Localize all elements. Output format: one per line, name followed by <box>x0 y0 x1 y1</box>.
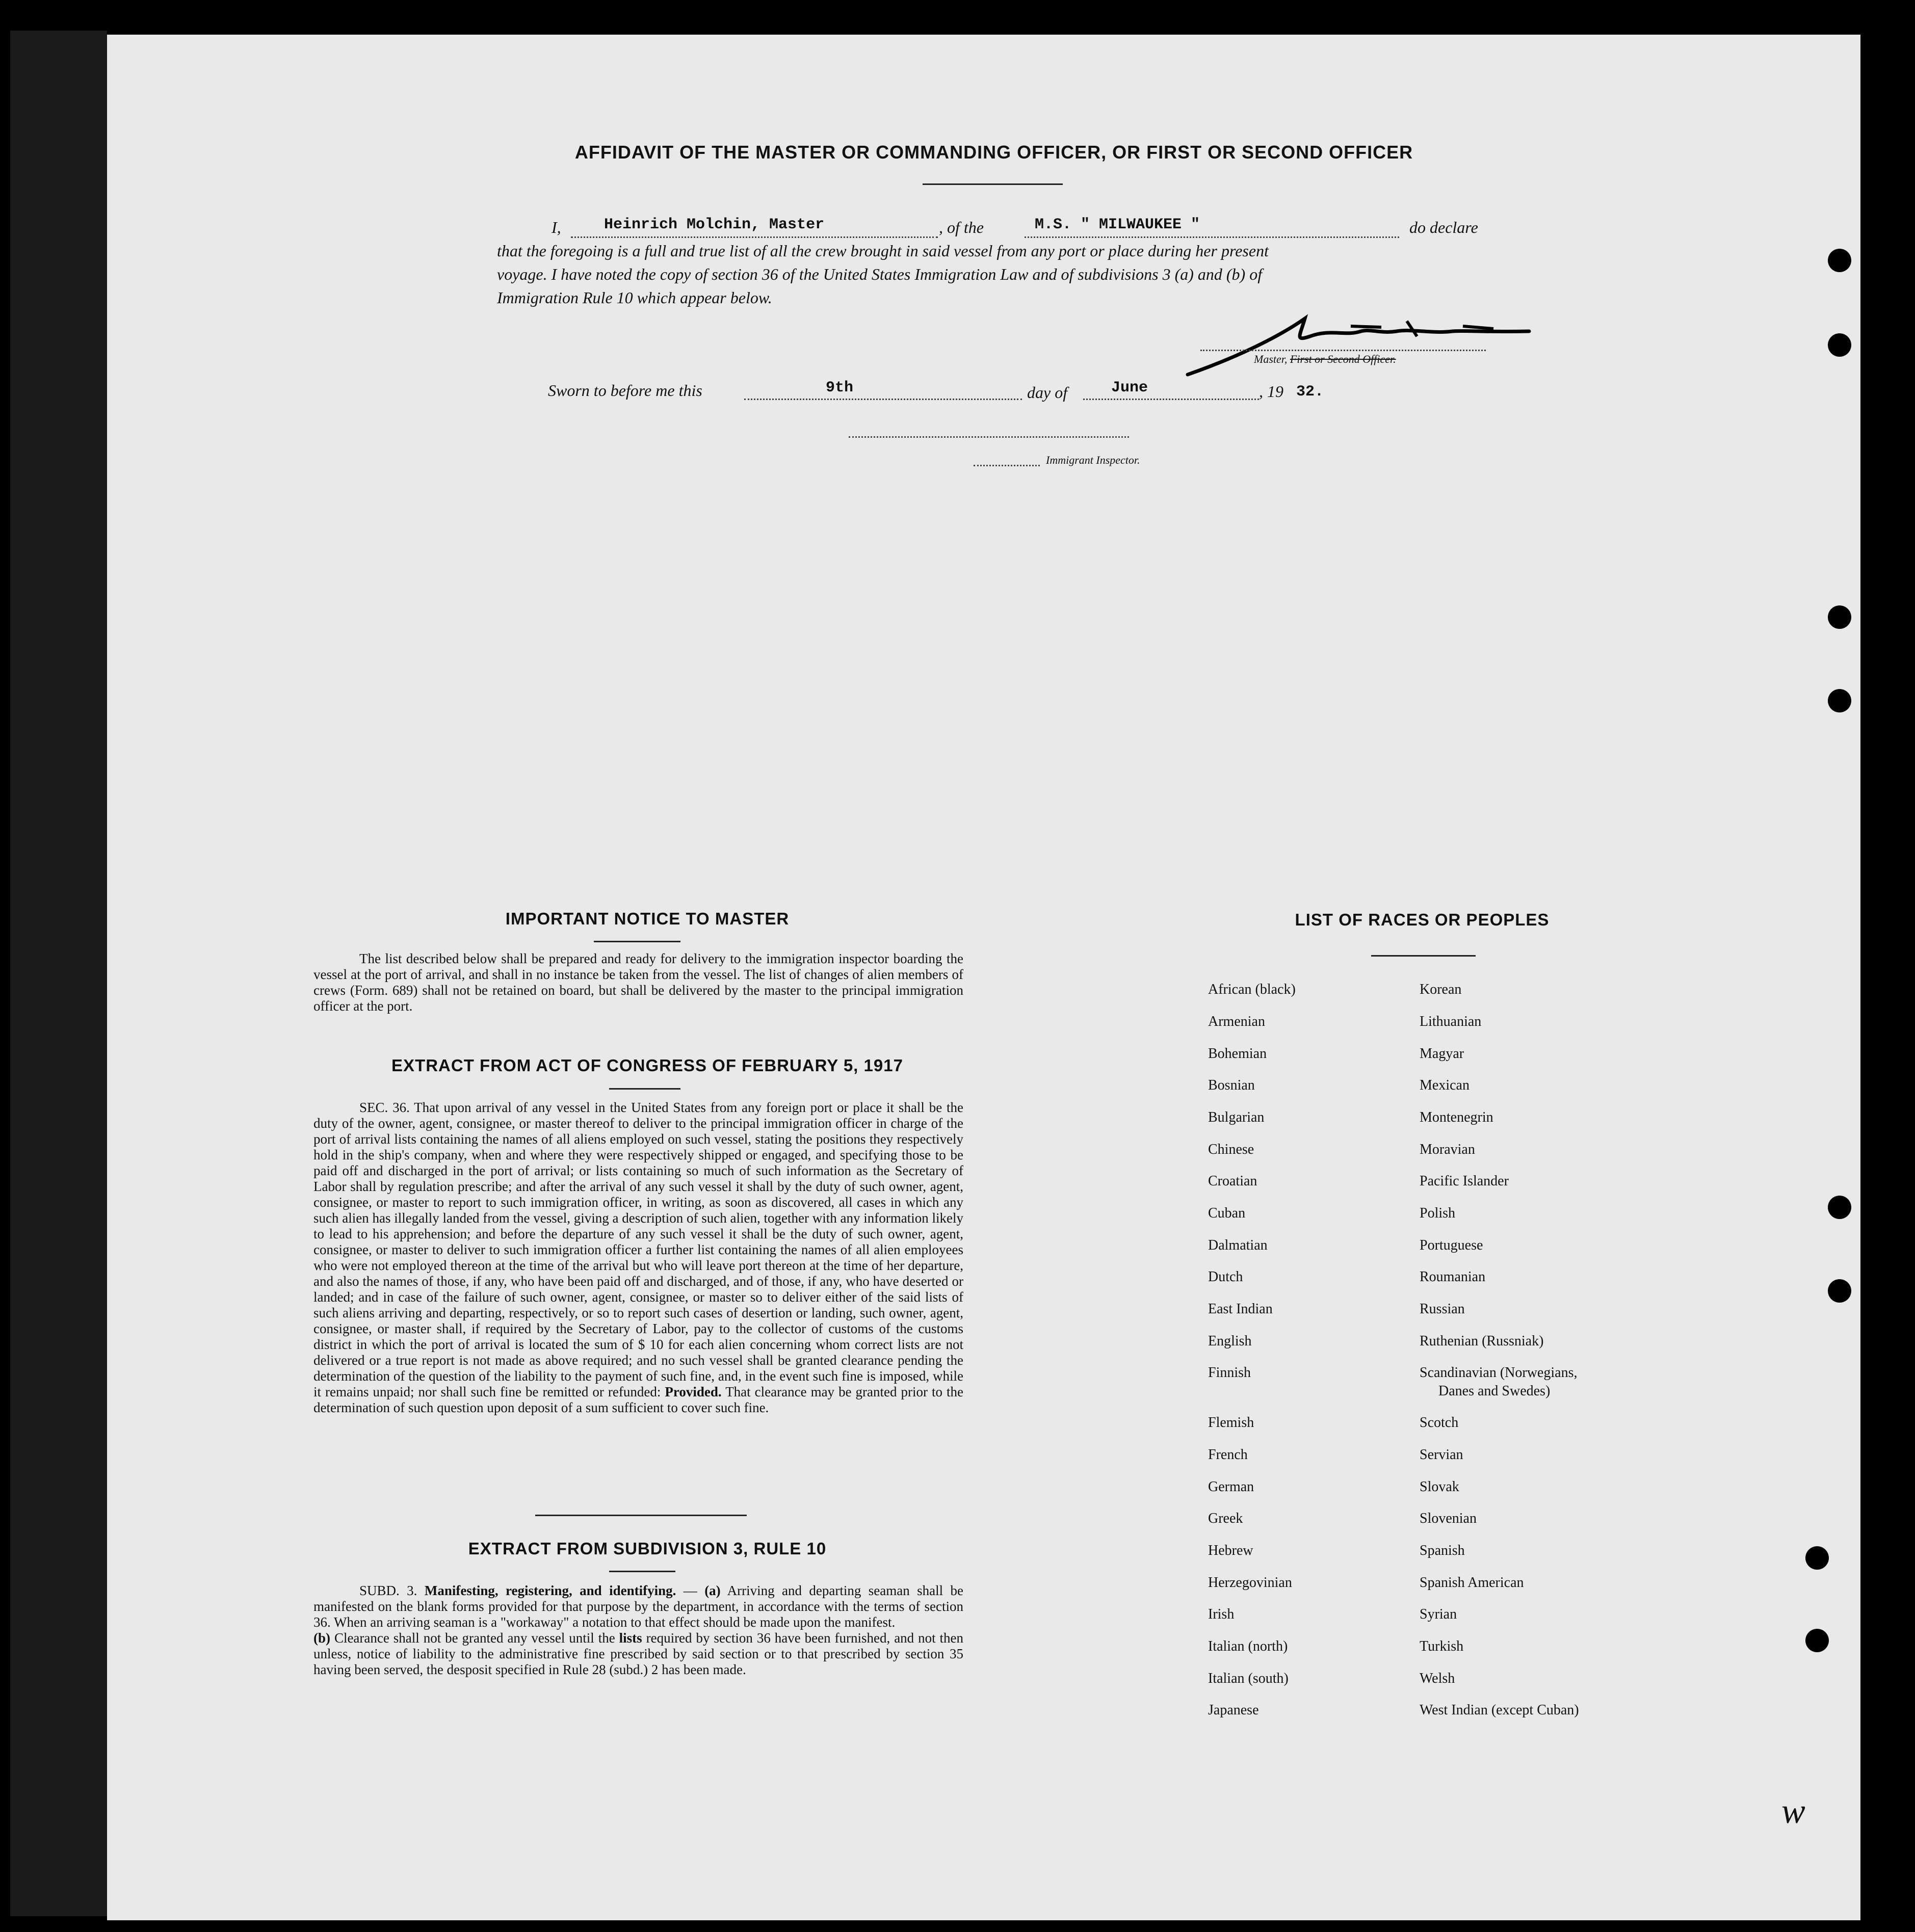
section-divider <box>535 1515 747 1516</box>
race-item: Turkish <box>1420 1638 1464 1654</box>
race-item: Roumanian <box>1420 1269 1486 1285</box>
race-item: Syrian <box>1420 1606 1457 1622</box>
sec-36-text: SEC. 36. That upon arrival of any vessel in the United States from any foreign port or place it shall be the duty of the owner, agent, consignee, or master thereof to deliver to the principal immigration officer in charge of the port of arrival lists containing the names of all aliens employed on such vessel, stating the positions they respectively hold in the ship's company, when and where they were respectively shipped or engaged, and specifying those to be paid off and discharged in the port of arrival; or lists containing so much of such information as the Secretary of Labor shall by regulation prescribe; and after the arrival of any such vessel it shall by the duty of such owner, agent, consignee, or master to report to such immigration officer, in writing, as soon as discovered, all cases in which any such alien has illegally landed from the vessel, giving a description of such alien, together with any information likely to lead to his apprehension; and before the departure of any such vessel it shall be the duty of such owner, agent, consignee, or master to deliver to such immigration officer a further list containing the names of all alien employees who were not employed thereon at the time of the arrival but who will leave port thereon at the time of her departure, and also the names of those, if any, who have been paid off and discharged, and of those, if any, who have deserted or landed; and in case of the failure of such owner, agent, consignee, or master so to deliver either of the said lists of such aliens arriving and departing, respectively, or so to report such cases of desertion or landing, such owner, agent, consignee, or master shall, if required by the Secretary of Labor, pay to the collector of customs of the customs district in which the port of arrival is located the sum of $ 10 for each alien concerning whom correct lists are not delivered or a true report is not made as above required; and no such vessel shall be granted clearance pending the determination of the question of the liability to the payment of such fine, and, in the event such fine is imposed, while it remains unpaid; nor shall such fine be remitted or refunded: <box>313 1100 963 1399</box>
signer-caption <box>1254 353 1396 366</box>
master-name-value: Heinrich Molchin, Master <box>604 216 825 233</box>
races-title: LIST OF RACES OR PEOPLES <box>1295 910 1550 929</box>
punch-hole <box>1828 333 1851 357</box>
race-item: Italian (south) <box>1208 1671 1289 1686</box>
race-item: West Indian (except Cuban) <box>1420 1702 1579 1718</box>
subd-a-text: Arriving and departing seaman shall be manifested on the blank forms provided for that purpose by the department, in accordance with the terms of section 36. When an arriving seaman is a "workaway" a notation to that effect should be made upon the manifest. <box>313 1583 964 1630</box>
race-item: Flemish <box>1208 1415 1254 1431</box>
of-the-label: , of the <box>939 218 984 236</box>
extract-rule-text <box>313 1583 963 1678</box>
race-item: Chinese <box>1208 1142 1254 1157</box>
race-item: German <box>1208 1479 1254 1495</box>
race-item: Herzegovinian <box>1208 1575 1292 1591</box>
affidavit-title: AFFIDAVIT OF THE MASTER OR COMMANDING OFFICER, OR FIRST OR SECOND OFFICER <box>574 142 1413 163</box>
race-item: Hebrew <box>1208 1543 1253 1558</box>
day-value: 9th <box>826 379 854 396</box>
extract-act-title: EXTRACT FROM ACT OF CONGRESS OF FEBRUARY 5, 1917 <box>391 1056 903 1075</box>
race-item: Servian <box>1420 1447 1463 1463</box>
race-item: Slovenian <box>1420 1511 1477 1526</box>
punch-hole <box>1828 689 1851 712</box>
extract-act-rule <box>609 1088 680 1090</box>
race-item: Dutch <box>1208 1269 1243 1285</box>
race-item: English <box>1208 1333 1252 1349</box>
race-item: Bulgarian <box>1208 1109 1265 1125</box>
race-item: Bohemian <box>1208 1046 1267 1062</box>
day-field-line <box>744 380 1022 400</box>
race-item: Spanish <box>1420 1543 1465 1558</box>
race-item: Korean <box>1420 982 1462 997</box>
sheet-edge <box>10 31 107 1916</box>
extract-rule-title: EXTRACT FROM SUBDIVISION 3, RULE 10 <box>468 1539 827 1558</box>
subd-dash: — <box>676 1583 705 1598</box>
title-rule <box>923 183 1063 185</box>
master-caption: Master, <box>1254 353 1288 365</box>
sworn-label: Sworn to before me this <box>548 381 702 400</box>
punch-hole <box>1828 605 1851 629</box>
race-item: Japanese <box>1208 1702 1259 1718</box>
vessel-name-value: M.S. " MILWAUKEE " <box>1035 216 1200 233</box>
do-declare-label: do declare <box>1409 218 1478 236</box>
race-item: Moravian <box>1420 1142 1475 1157</box>
year-prefix: , 19 <box>1259 382 1283 401</box>
inspector-title-line <box>974 453 1040 466</box>
punch-hole <box>1828 1279 1851 1303</box>
race-item: Scandinavian (Norwegians, <box>1420 1365 1578 1381</box>
race-item: Italian (north) <box>1208 1638 1288 1654</box>
punch-hole <box>1828 249 1851 272</box>
race-item: Armenian <box>1208 1014 1265 1029</box>
margin-mark: w <box>1781 1792 1805 1831</box>
race-item: Scotch <box>1420 1415 1459 1431</box>
month-field-line <box>1083 380 1259 400</box>
race-item: Portuguese <box>1420 1237 1483 1253</box>
sec-36-text-end: That clearance may be granted prior to the determination of such question upon deposit of a sum sufficient to cover such fine. <box>313 1384 964 1415</box>
race-item: Dalmatian <box>1208 1237 1268 1253</box>
race-item: Magyar <box>1420 1046 1464 1062</box>
punch-hole <box>1805 1546 1829 1570</box>
subd-b-label: (b) <box>313 1630 330 1646</box>
subd-b-text-2: required by section 36 have been furnished, and not then unless, notice of liability to the administrative fine prescribed by said section or to that prescribed by section 35 having been served, the desposit specified in Rule 28 (subd.) 2 has been made. <box>313 1630 964 1677</box>
race-item: Bosnian <box>1208 1077 1255 1093</box>
race-item: Croatian <box>1208 1173 1257 1189</box>
i-label: I, <box>552 218 561 236</box>
signature-line <box>1200 336 1486 351</box>
race-item: Russian <box>1420 1301 1465 1317</box>
race-item: Cuban <box>1208 1205 1246 1221</box>
race-item: Polish <box>1420 1205 1456 1221</box>
year-value: 32. <box>1296 383 1324 401</box>
inspector-signature-line <box>849 421 1129 438</box>
subd-a-paragraph <box>313 1583 963 1630</box>
subd-b-lists: lists <box>619 1630 642 1646</box>
subd-label: SUBD. 3. <box>359 1583 417 1598</box>
race-item: Mexican <box>1420 1077 1470 1093</box>
provided-term: Provided. <box>665 1384 722 1399</box>
inspector-label: Immigrant Inspector. <box>1046 454 1140 466</box>
struck-officer-caption: First or Second Officer. <box>1290 353 1396 365</box>
race-item: Spanish American <box>1420 1575 1524 1591</box>
notice-title: IMPORTANT NOTICE TO MASTER <box>505 909 790 928</box>
day-of-label: day of <box>1027 383 1068 402</box>
notice-text: The list described below shall be prepared and ready for delivery to the immigration inspector boarding the vessel at the port of arrival, and shall in no instance be taken from the vessel. The list of changes of alien members of crews (Form. 689) shall not be retained on board, but shall be delivered by the master to the principal immigration officer at the port. <box>313 951 963 1014</box>
race-item: East Indian <box>1208 1301 1273 1317</box>
month-value: June <box>1111 379 1148 396</box>
race-item: African (black) <box>1208 982 1296 997</box>
subd-a-label: (a) <box>704 1583 721 1598</box>
races-rule <box>1371 955 1476 957</box>
notice-rule <box>594 941 680 942</box>
race-item: Danes and Swedes) <box>1438 1383 1551 1399</box>
extract-act-text <box>313 1100 963 1416</box>
affidavit-line-3: voyage. I have noted the copy of section 36 of the United States Immigration Law and of subdivisions 3 (a) and (b) of <box>497 265 1263 283</box>
race-item: Montenegrin <box>1420 1109 1493 1125</box>
race-item: Ruthenian (Russniak) <box>1420 1333 1544 1349</box>
race-item: Lithuanian <box>1420 1014 1482 1029</box>
race-item: French <box>1208 1447 1248 1463</box>
punch-hole <box>1805 1629 1829 1652</box>
affidavit-line-2: that the foregoing is a full and true list of all the crew brought in said vessel from any port or place during her present <box>497 242 1269 260</box>
affidavit-line-4: Immigration Rule 10 which appear below. <box>497 288 772 307</box>
race-item: Irish <box>1208 1606 1235 1622</box>
race-item: Finnish <box>1208 1365 1251 1381</box>
punch-hole <box>1828 1196 1851 1219</box>
subd-heading: Manifesting, registering, and identifying. <box>424 1583 676 1598</box>
race-item: Greek <box>1208 1511 1243 1526</box>
subd-b-paragraph <box>313 1630 963 1678</box>
race-item: Welsh <box>1420 1671 1455 1686</box>
race-item: Slovak <box>1420 1479 1459 1495</box>
subd-b-text-1: Clearance shall not be granted any vessel until the <box>334 1630 615 1646</box>
race-item: Pacific Islander <box>1420 1173 1509 1189</box>
extract-rule-rule <box>609 1571 675 1572</box>
